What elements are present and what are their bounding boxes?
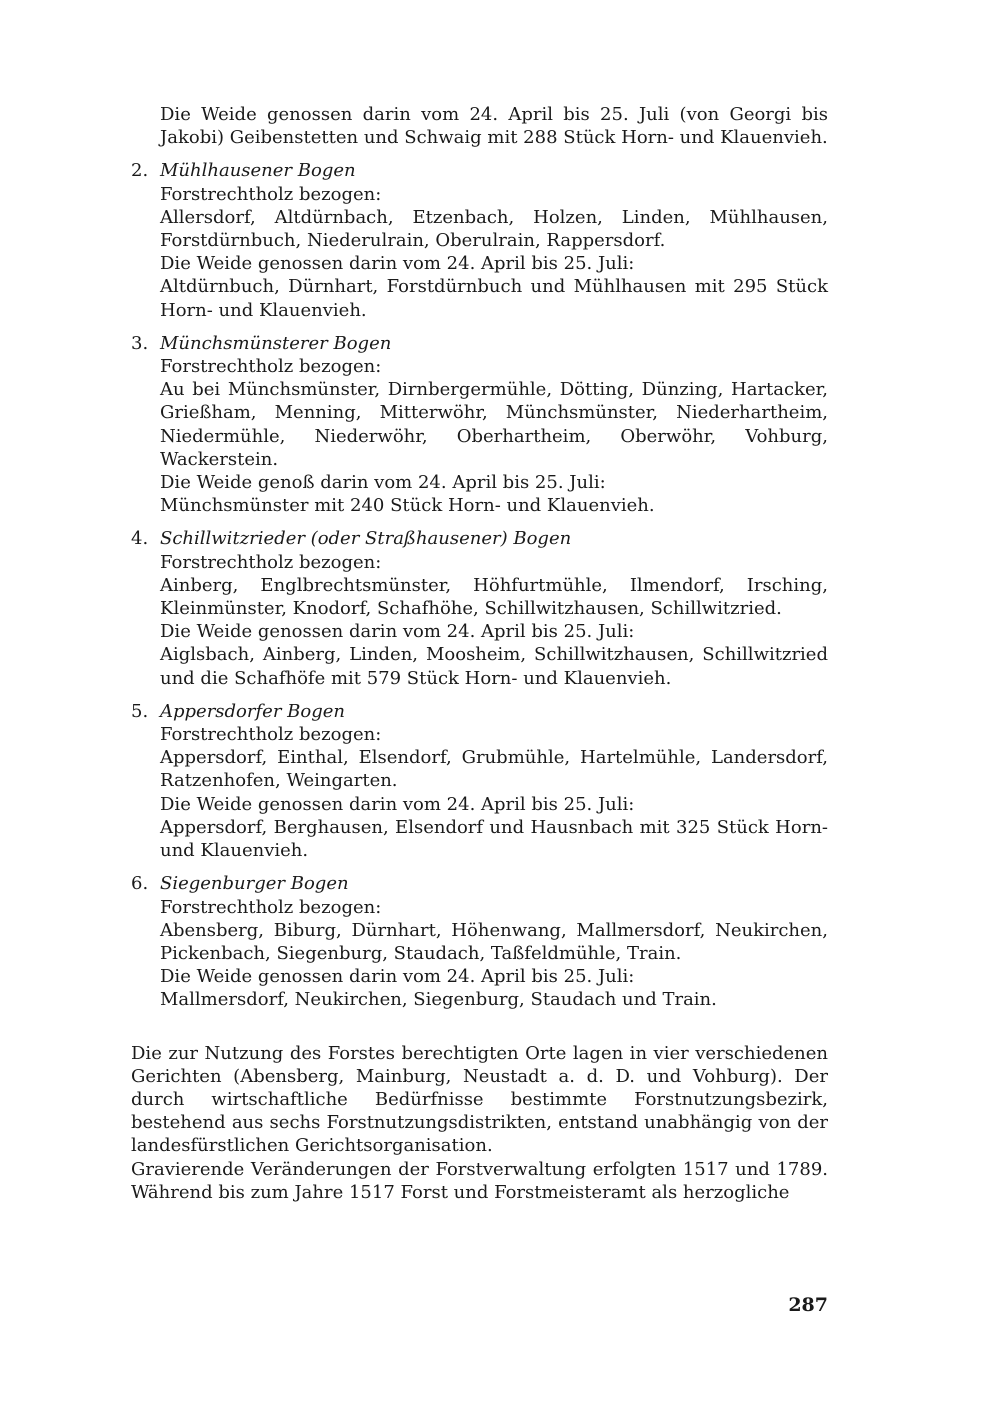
forst-label: Forstrechtholz bezogen: <box>160 183 382 205</box>
weide-label: Die Weide genoß darin vom 24. April bis 25. Juli: <box>160 472 606 494</box>
closing-text <box>131 1042 828 1204</box>
weide-places: Mallmersdorf, Neukirchen, Siegenburg, Staudach und Train. <box>160 989 717 1011</box>
section-body <box>160 551 828 690</box>
section-title: Appersdorfer Bogen <box>160 700 345 722</box>
page-body <box>131 103 828 1204</box>
section-title: Münchsmünsterer Bogen <box>160 332 392 354</box>
closing-paragraph: Die zur Nutzung des Forstes berechtigten Orte lagen in vier verschiedenen Gerichten (Abensberg, Mainburg, Neustadt a. d. D. und Vohburg). Der durch wirtschaftliche Bedürfnisse bestimmte Forstnutzungsbezirk, bestehend aus sechs Forstnutzungsdistrikten, entstand unabhängig von der landesfürstlichen Gerichtsorganisation. <box>131 1042 828 1157</box>
section-muenchsmuensterer-bogen <box>131 332 828 518</box>
section-title: Siegenburger Bogen <box>160 873 349 895</box>
section-number: 5. <box>131 700 149 722</box>
section-number: 6. <box>131 873 149 895</box>
section-appersdorfer-bogen <box>131 700 828 862</box>
forst-label: Forstrechtholz bezogen: <box>160 724 382 746</box>
page-number: 287 <box>788 1294 828 1316</box>
weide-label: Die Weide genossen darin vom 24. April bis 25. Juli: <box>160 793 635 815</box>
section-number: 4. <box>131 528 149 550</box>
section-title: Mühlhausener Bogen <box>160 160 356 182</box>
section-body <box>160 723 828 862</box>
weide-places: Aiglsbach, Ainberg, Linden, Moosheim, Schillwitzhausen, Schillwitzried und die Schafhöfe mit 579 Stück Horn- und Klauenvieh. <box>160 644 828 689</box>
weide-label: Die Weide genossen darin vom 24. April bis 25. Juli: <box>160 253 635 275</box>
forst-places: Abensberg, Biburg, Dürnhart, Höhenwang, Mallmersdorf, Neukirchen, Pickenbach, Siegenburg, Staudach, Taßfeldmühle, Train. <box>160 919 828 964</box>
closing-paragraph: Gravierende Veränderungen der Forstverwaltung erfolgten 1517 und 1789. Während bis zum Jahre 1517 Forst und Forstmeisteramt als herzogliche <box>131 1158 828 1203</box>
intro-text: Die Weide genossen darin vom 24. April bis 25. Juli (von Georgi bis Jakobi) Geibenstetten und Schwaig mit 288 Stück Horn- und Klauenvieh. <box>160 104 828 149</box>
weide-places: Appersdorf, Berghausen, Elsendorf und Hausnbach mit 325 Stück Horn- und Klauenvieh. <box>160 816 828 862</box>
section-siegenburger-bogen <box>131 872 828 1011</box>
intro-paragraph <box>160 103 828 149</box>
section-body <box>160 355 828 517</box>
section-number: 3. <box>131 332 149 354</box>
section-number: 2. <box>131 160 149 182</box>
weide-label: Die Weide genossen darin vom 24. April bis 25. Juli: <box>160 621 635 643</box>
section-schillwitzrieder-bogen <box>131 527 828 689</box>
forst-label: Forstrechtholz bezogen: <box>160 896 382 918</box>
weide-label: Die Weide genossen darin vom 24. April bis 25. Juli: <box>160 966 635 988</box>
section-muehlhausener-bogen <box>131 159 828 321</box>
section-heading <box>131 872 828 895</box>
section-title: Schillwitzrieder (oder Straßhausener) Bogen <box>160 528 572 550</box>
forst-places: Allersdorf, Altdürnbach, Etzenbach, Holzen, Linden, Mühlhausen, Forstdürnbuch, Niederulrain, Oberulrain, Rappersdorf. <box>160 206 828 252</box>
section-heading <box>131 700 828 723</box>
section-heading <box>131 332 828 355</box>
forst-label: Forstrechtholz bezogen: <box>160 551 382 573</box>
section-body <box>160 896 828 1012</box>
section-heading <box>131 159 828 182</box>
forst-places: Ainberg, Englbrechtsmünster, Höhfurtmühle, Ilmendorf, Irsching, Kleinmünster, Knodorf, Schafhöhe, Schillwitzhausen, Schillwitzried. <box>160 574 828 620</box>
section-body <box>160 183 828 322</box>
section-heading <box>131 527 828 550</box>
forst-places: Au bei Münchsmünster, Dirnbergermühle, Dötting, Dünzing, Hartacker, Grießham, Menning, Mitterwöhr, Münchsmünster, Niederhartheim, Niedermühle, Niederwöhr, Oberhartheim, Oberwöhr, Vohburg, Wackerstein. <box>160 379 828 470</box>
forst-label: Forstrechtholz bezogen: <box>160 356 382 378</box>
weide-places: Münchsmünster mit 240 Stück Horn- und Klauenvieh. <box>160 495 655 517</box>
weide-places: Altdürnbuch, Dürnhart, Forstdürnbuch und Mühlhausen mit 295 Stück Horn- und Klauenvieh. <box>160 276 828 321</box>
forst-places: Appersdorf, Einthal, Elsendorf, Grubmühle, Hartelmühle, Landersdorf, Ratzenhofen, Weingarten. <box>160 747 828 792</box>
